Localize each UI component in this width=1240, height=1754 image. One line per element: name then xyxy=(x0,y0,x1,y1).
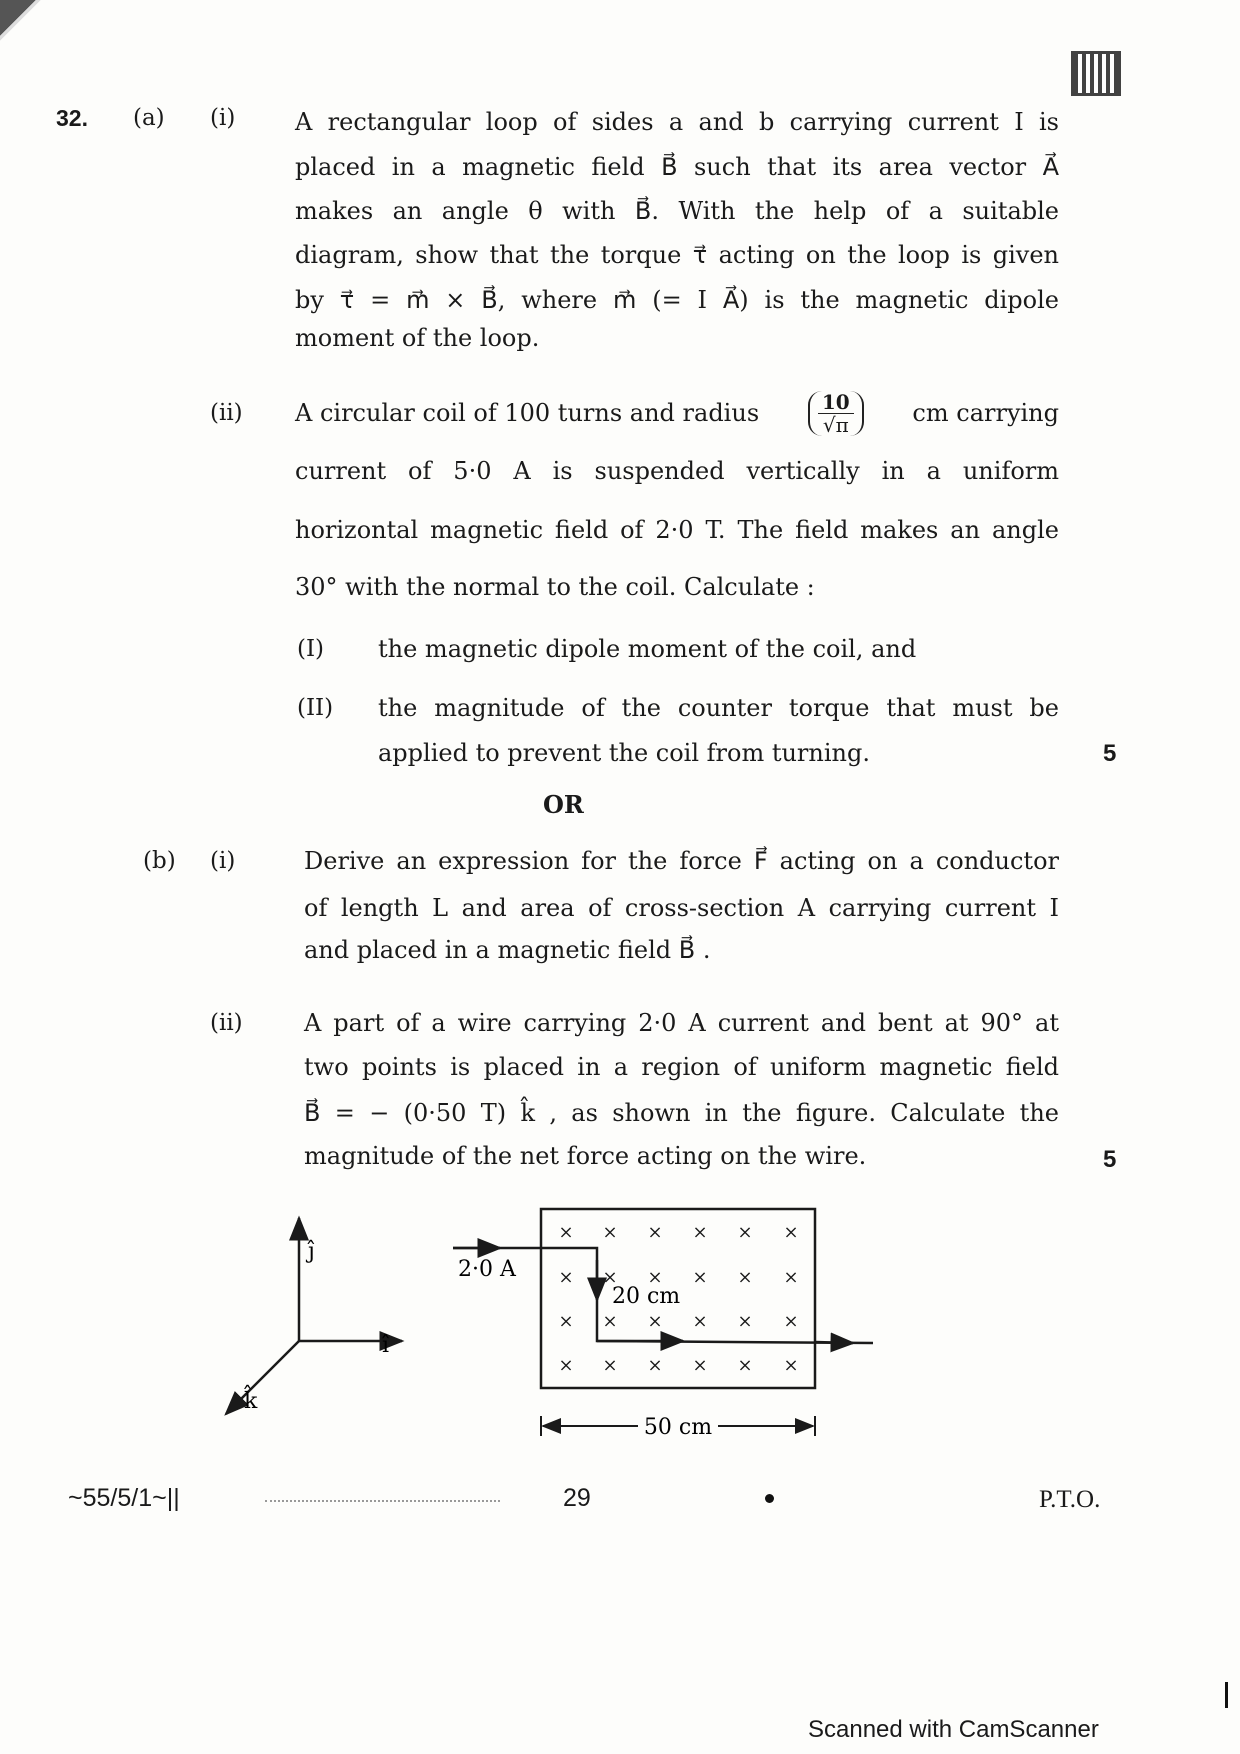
fraction-denominator: √π xyxy=(822,412,849,437)
text-line: and placed in a magnetic field B⃗ . xyxy=(304,936,711,964)
text-line: applied to prevent the coil from turning. xyxy=(378,739,870,767)
current-label: 2·0 A xyxy=(458,1257,516,1282)
text-line: two points is placed in a region of uniform magnetic field xyxy=(304,1053,1059,1081)
field-cross: × xyxy=(692,1355,708,1376)
wavy-decoration xyxy=(265,1494,500,1502)
page-number: 29 xyxy=(563,1484,591,1512)
part-b-i-label: (i) xyxy=(210,848,236,874)
field-cross: × xyxy=(647,1311,663,1332)
text-line: B⃗ = − (0·50 T) k̂ , as shown in the figure. Calculate the xyxy=(304,1099,1059,1127)
axis-k-label: k̂ xyxy=(244,1389,258,1414)
text-segment: A circular coil of 100 turns and radius xyxy=(295,399,760,427)
text-line: by τ⃗ = m⃗ × B⃗, where m⃗ (= I A⃗) is the magnetic dipole xyxy=(295,286,1059,314)
field-cross: × xyxy=(692,1222,708,1243)
text-line: horizontal magnetic field of 2·0 T. The field makes an angle xyxy=(295,516,1059,544)
field-cross: × xyxy=(783,1222,799,1243)
field-cross: × xyxy=(647,1267,663,1288)
text-line: Derive an expression for the force F⃗ acting on a conductor xyxy=(304,847,1059,875)
field-cross: × xyxy=(602,1267,618,1288)
text-line: current of 5·0 A is suspended vertically in a uniform xyxy=(295,457,1059,485)
question-number: 32. xyxy=(56,105,88,131)
field-cross: × xyxy=(558,1311,574,1332)
fraction-numerator: 10 xyxy=(818,391,854,414)
field-cross: × xyxy=(602,1222,618,1243)
field-cross: × xyxy=(558,1355,574,1376)
field-cross: × xyxy=(558,1222,574,1243)
field-cross: × xyxy=(647,1355,663,1376)
text-line: 30° with the normal to the coil. Calculate : xyxy=(295,573,815,601)
part-b-label: (b) xyxy=(143,848,176,874)
text-line: diagram, show that the torque τ⃗ acting on the loop is given xyxy=(295,241,1059,269)
field-cross: × xyxy=(692,1267,708,1288)
field-cross: × xyxy=(783,1267,799,1288)
sub-II-label: (II) xyxy=(297,695,334,721)
pto: P.T.O. xyxy=(1039,1486,1101,1513)
part-a-ii-label: (ii) xyxy=(210,400,243,426)
field-cross: × xyxy=(783,1355,799,1376)
marks: 5 xyxy=(1103,1146,1117,1173)
text-line: magnitude of the net force acting on the wire. xyxy=(304,1142,867,1170)
or-separator: OR xyxy=(543,790,584,819)
paper-code: ~55/5/1~|| xyxy=(68,1484,180,1512)
field-cross: × xyxy=(737,1222,753,1243)
field-cross: × xyxy=(558,1267,574,1288)
text-line: A part of a wire carrying 2·0 A current and bent at 90° at xyxy=(304,1009,1059,1037)
text-line: moment of the loop. xyxy=(295,324,540,352)
field-cross: × xyxy=(737,1355,753,1376)
text-line: makes an angle θ with B⃗. With the help of a suitable xyxy=(295,197,1059,225)
text-line: A rectangular loop of sides a and b carrying current I is xyxy=(295,108,1059,136)
axis-i-label: î xyxy=(382,1333,390,1358)
axis-j-label: ĵ xyxy=(308,1239,315,1264)
text-segment: cm carrying xyxy=(912,399,1059,427)
marks: 5 xyxy=(1103,740,1117,767)
text-line: the magnetic dipole moment of the coil, and xyxy=(378,635,917,663)
field-cross: × xyxy=(737,1311,753,1332)
field-cross: × xyxy=(602,1355,618,1376)
height-label: 20 cm xyxy=(612,1284,681,1309)
field-cross: × xyxy=(692,1311,708,1332)
camscanner-watermark: Scanned with CamScanner xyxy=(808,1716,1099,1743)
part-a-label: (a) xyxy=(133,105,165,131)
axis-k-arrow xyxy=(226,1341,299,1414)
part-a-i-label: (i) xyxy=(210,105,236,131)
text-line: placed in a magnetic field B⃗ such that its area vector A⃗ xyxy=(295,153,1059,181)
text-line: the magnitude of the counter torque that must be xyxy=(378,694,1059,722)
edge-mark xyxy=(1225,1682,1228,1708)
field-cross: × xyxy=(602,1311,618,1332)
text-line: of length L and area of cross-section A carrying current I xyxy=(304,894,1059,922)
dot xyxy=(765,1494,774,1503)
field-cross: × xyxy=(647,1222,663,1243)
part-b-ii-label: (ii) xyxy=(210,1010,243,1036)
width-label: 50 cm xyxy=(643,1415,713,1440)
field-cross: × xyxy=(783,1311,799,1332)
field-cross: × xyxy=(737,1267,753,1288)
sub-I-label: (I) xyxy=(297,636,325,662)
